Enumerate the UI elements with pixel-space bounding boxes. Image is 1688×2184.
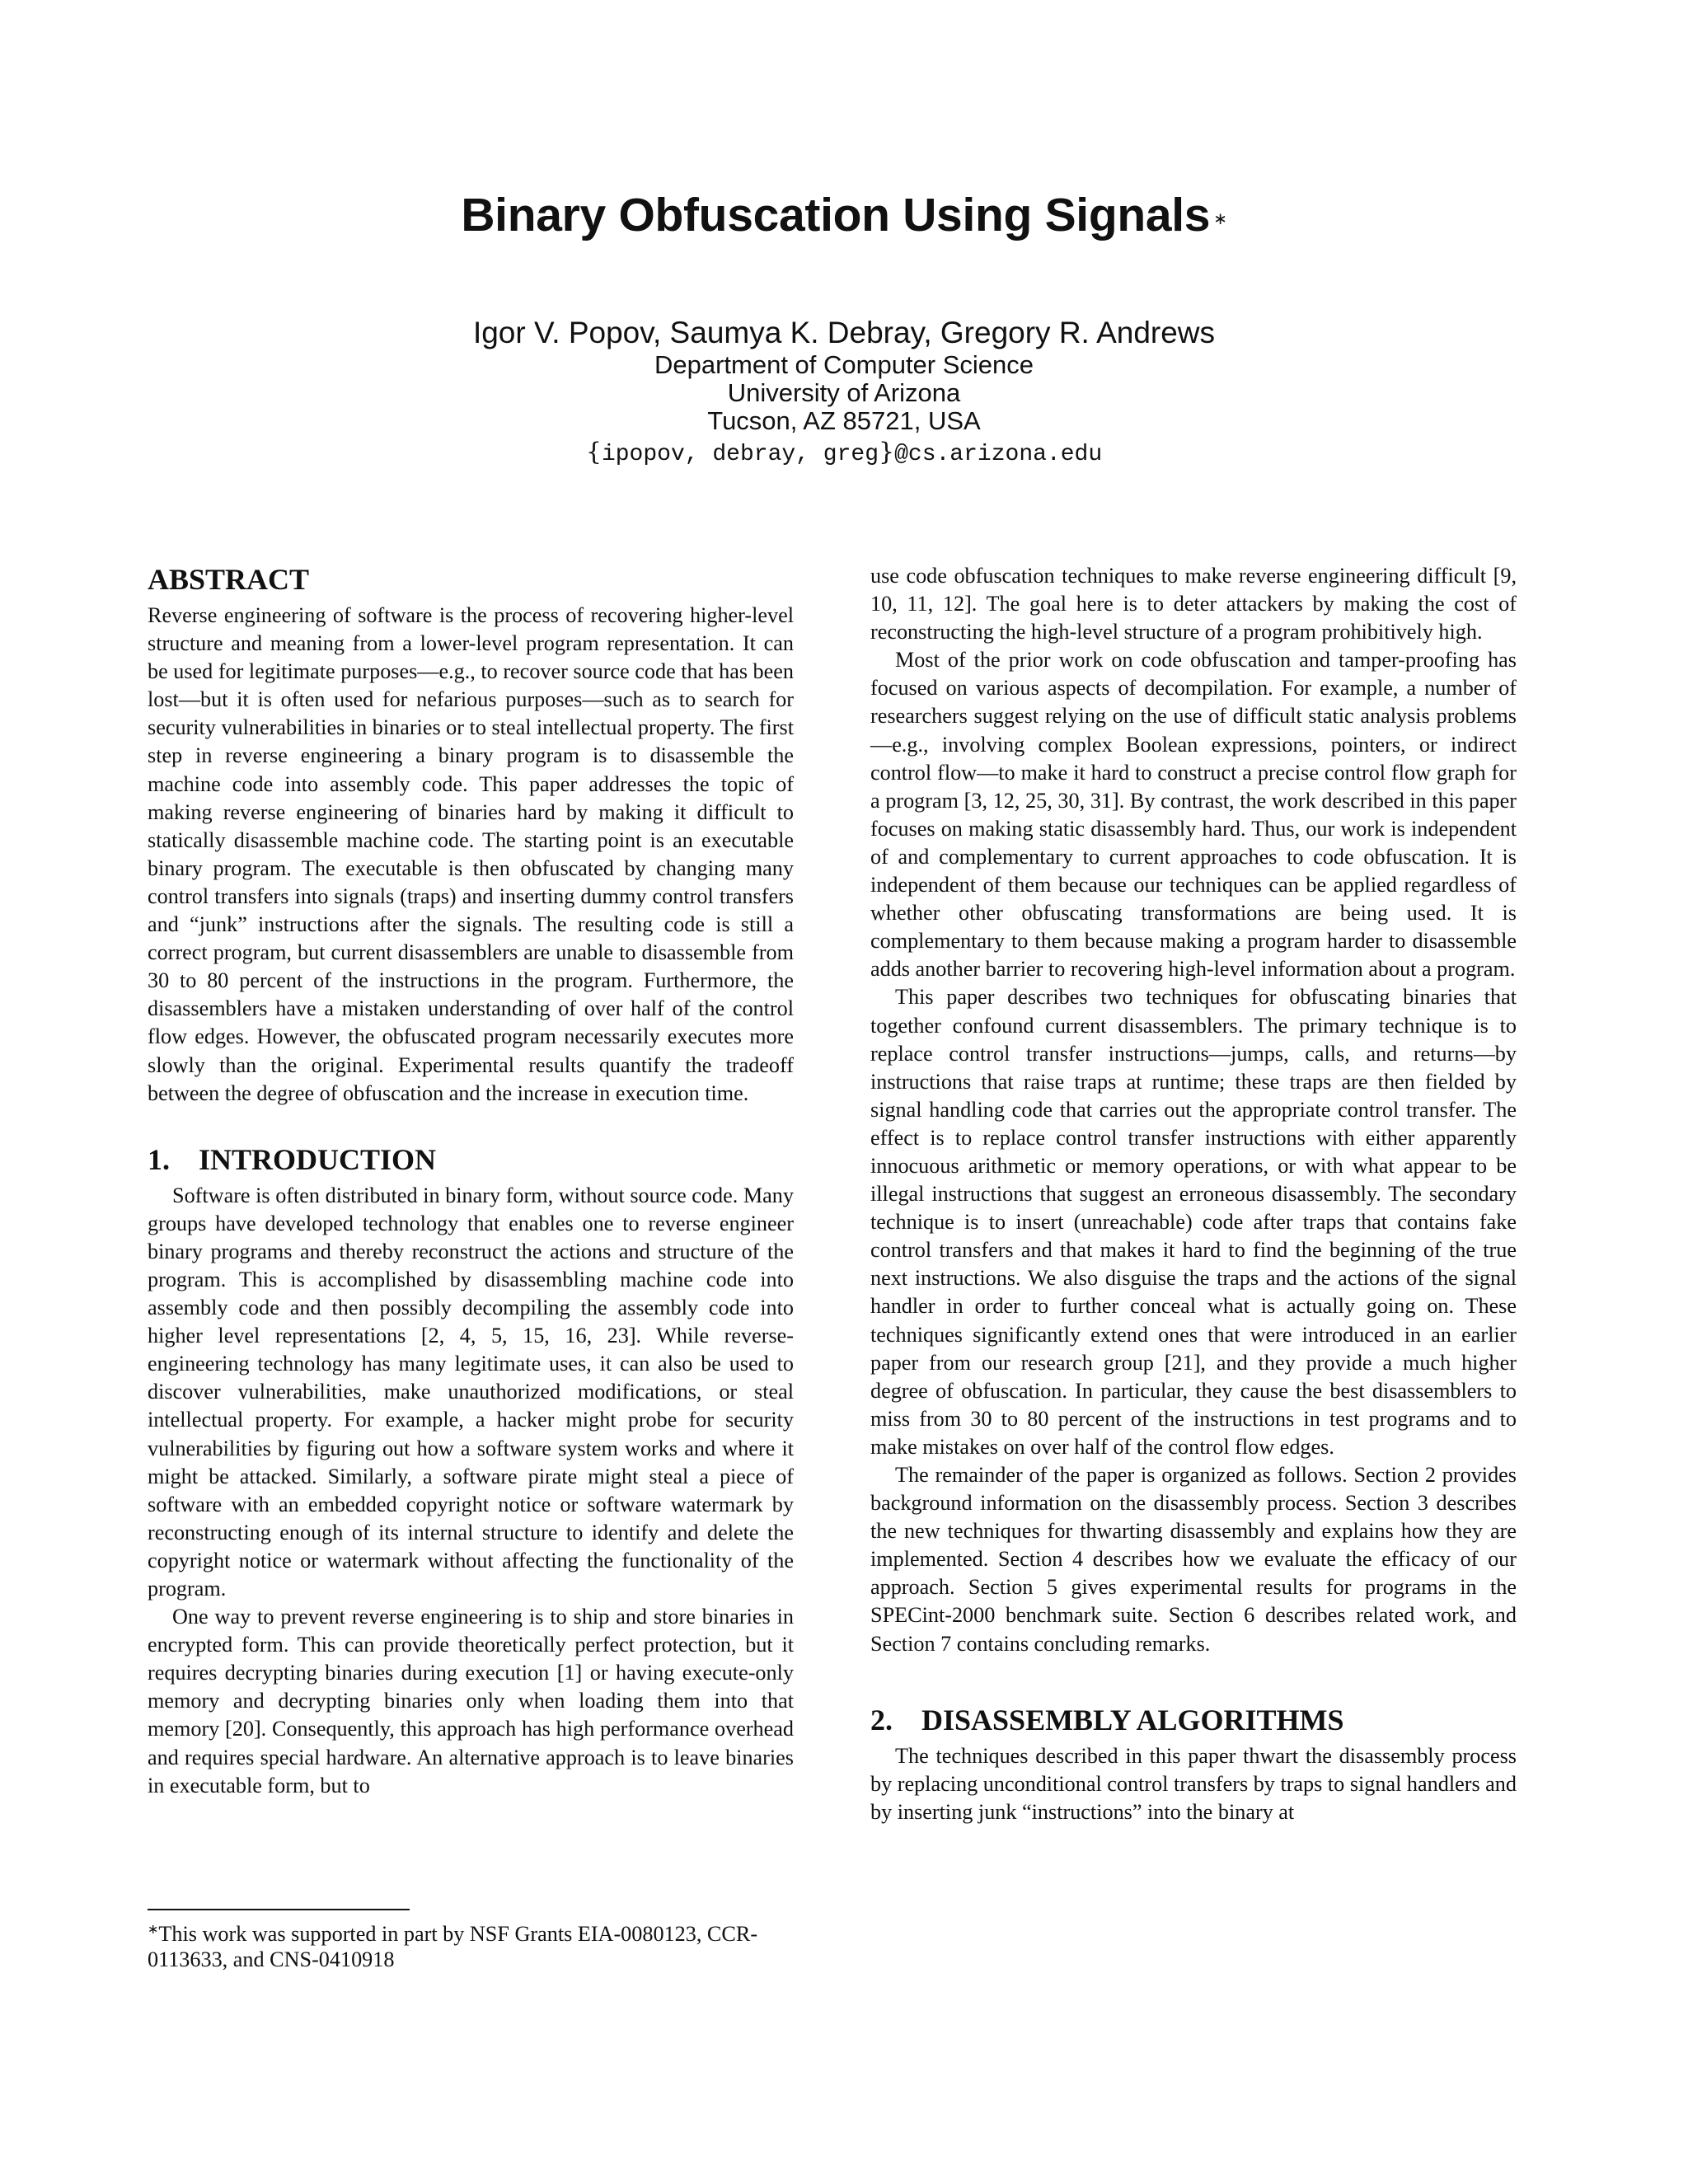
intro-paragraph-1: Software is often distributed in binary form, without source code. Many groups have developed technology that enables one to reverse engineer binary programs and thereby reconstruct the actions and structure of the program. This is accomplished by disassembling machine code into assembly code and then possibly decompiling the assembly code into higher level representations [2, 4, 5, 15, 16, 23]. While reverse-engineering technology has many legitimate uses, it can also be used to discover vulnerabilities, make unauthorized modifications, or steal intellectual property. For example, a hacker might probe for security vulnerabilities by figuring out how a software system works and where it might be attacked. Similarly, a software pirate might steal a piece of software with an embedded copyright notice or software watermark by reconstructing enough of its internal structure to identify and delete the copyright notice or watermark without affecting the functionality of the program. (148, 1183, 794, 1601)
introduction-heading (148, 1142, 794, 1177)
author-block (0, 315, 1688, 471)
section2-paragraph-1: The techniques described in this paper thwart the disassembly process by replacing unconditional control transfers by traps to signal handlers and by inserting junk “instructions” into the binary at (870, 1743, 1517, 1824)
left-column (148, 562, 794, 1800)
right-column (870, 562, 1517, 1826)
email-domain: @cs.arizona.edu (894, 442, 1103, 467)
author-emails (0, 437, 1688, 471)
paper-title (0, 186, 1688, 248)
footnote-rule (148, 1909, 410, 1910)
abstract-heading: ABSTRACT (148, 563, 310, 596)
section-number: 1. (148, 1142, 170, 1176)
disassembly-heading (870, 1703, 1517, 1737)
footnote (148, 1909, 794, 1972)
affiliation-department: Department of Computer Science (654, 350, 1034, 379)
intro-paragraph-2: One way to prevent reverse engineering is to ship and store binaries in encrypted form. This can provide theoretically perfect protection, but it requires decrypting binaries during execution [1] or having execute-only memory and decrypting binaries only when loading them into that memory [20]. Consequently, this approach has high performance overhead and requires special hardware. An alternative approach is to leave binaries in executable form, but to (148, 1605, 794, 1797)
title-footnote-mark: ∗ (1213, 210, 1227, 228)
section-title: DISASSEMBLY ALGORITHMS (921, 1703, 1344, 1736)
affiliation-university: University of Arizona (727, 378, 961, 407)
intro-paragraph-4: This paper describes two techniques for obfuscating binaries that together confound current disassemblers. The primary technique is to replace control transfer instructions—jumps, calls, and returns—by instructions that raise traps at runtime; these traps are then fielded by signal handling code that carries out the appropriate control transfer. The effect is to replace control transfer instructions with either apparently innocuous arithmetic or memory operations, or with what appear to be illegal instructions that suggest an erroneous disassembly. The secondary technique is to insert (unreachable) code after traps that contains fake control transfers and that makes it hard to find the beginning of the true next instructions. We also disguise the traps and the actions of the signal handler in order to further conceal what is actually going on. These techniques significantly extend ones that were introduced in an earlier paper from our research group [21], and they provide a much higher degree of obfuscation. In particular, they cause the best disassemblers to miss from 30 to 80 percent of the instructions in test programs and to make mistakes on over half of the control flow edges. (870, 985, 1517, 1459)
footnote-text: This work was supported in part by NSF Grants EIA-0080123, CCR-0113633, and CNS-0410918 (148, 1922, 758, 1971)
email-open-brace: { (585, 438, 602, 466)
author-names: Igor V. Popov, Saumya K. Debray, Gregory R. Andrews (472, 316, 1216, 349)
abstract-text: Reverse engineering of software is the process of recovering higher-level structure and meaning from a lower-level program representation. It can be used for legitimate purposes—e.g., to recover source code that has been lost—but it is often used for nefarious purposes—such as to search for security vulnerabilities in binaries or to steal intellectual property. The first step in reverse engineering a binary program is to disassemble the machine code into assembly code. This paper addresses the topic of making reverse engineering of binaries hard by making it difficult to statically disassemble machine code. The starting point is an executable binary program. The executable is then obfuscated by changing many control transfers into signals (traps) and inserting dummy control transfers and “junk” instructions after the signals. The resulting code is still a correct program, but current disassemblers are unable to disassemble from 30 to 80 percent of the instructions in the program. Furthermore, the disassemblers have a mistaken understanding of over half of the control flow edges. However, the obfuscated program necessarily executes more slowly than the original. Experimental results quantify the tradeoff between the degree of obfuscation and the increase in execution time. (148, 603, 794, 1105)
section-number: 2. (870, 1703, 893, 1736)
email-close-brace: } (879, 438, 895, 466)
footnote-mark: ∗ (148, 1923, 159, 1937)
paper-title-text: Binary Obfuscation Using Signals (461, 189, 1211, 241)
section-title: INTRODUCTION (199, 1142, 437, 1176)
affiliation-address: Tucson, AZ 85721, USA (707, 406, 981, 435)
intro-paragraph-3: Most of the prior work on code obfuscation and tamper-proofing has focused on various aspects of decompilation. For example, a number of researchers suggest relying on the use of difficult static analysis problems—e.g., involving complex Boolean expressions, pointers, or indirect control flow—to make it hard to construct a precise control flow graph for a program [3, 12, 25, 30, 31]. By contrast, the work described in this paper focuses on making static disassembly hard. Thus, our work is independent of and complementary to current approaches to code obfuscation. It is independent of them because our techniques can be applied regardless of whether other obfuscating transformations are being used. It is complementary to them because making a program harder to disassemble adds another barrier to recovering high-level information about a program. (870, 648, 1517, 982)
intro-paragraph-5: The remainder of the paper is organized as follows. Section 2 provides background information on the disassembly process. Section 3 describes the new techniques for thwarting disassembly and explains how they are implemented. Section 4 describes how we evaluate the efficacy of our approach. Section 5 gives experimental results for programs in the SPECint-2000 benchmark suite. Section 6 describes related work, and Section 7 contains concluding remarks. (870, 1463, 1517, 1656)
email-users: ipopov, debray, greg (601, 442, 879, 467)
intro-paragraph-2-continued: use code obfuscation techniques to make reverse engineering difficult [9, 10, 11, 12]. The goal here is to deter attackers by making the cost of reconstructing the high-level structure of a program prohibitively high. (870, 564, 1517, 644)
